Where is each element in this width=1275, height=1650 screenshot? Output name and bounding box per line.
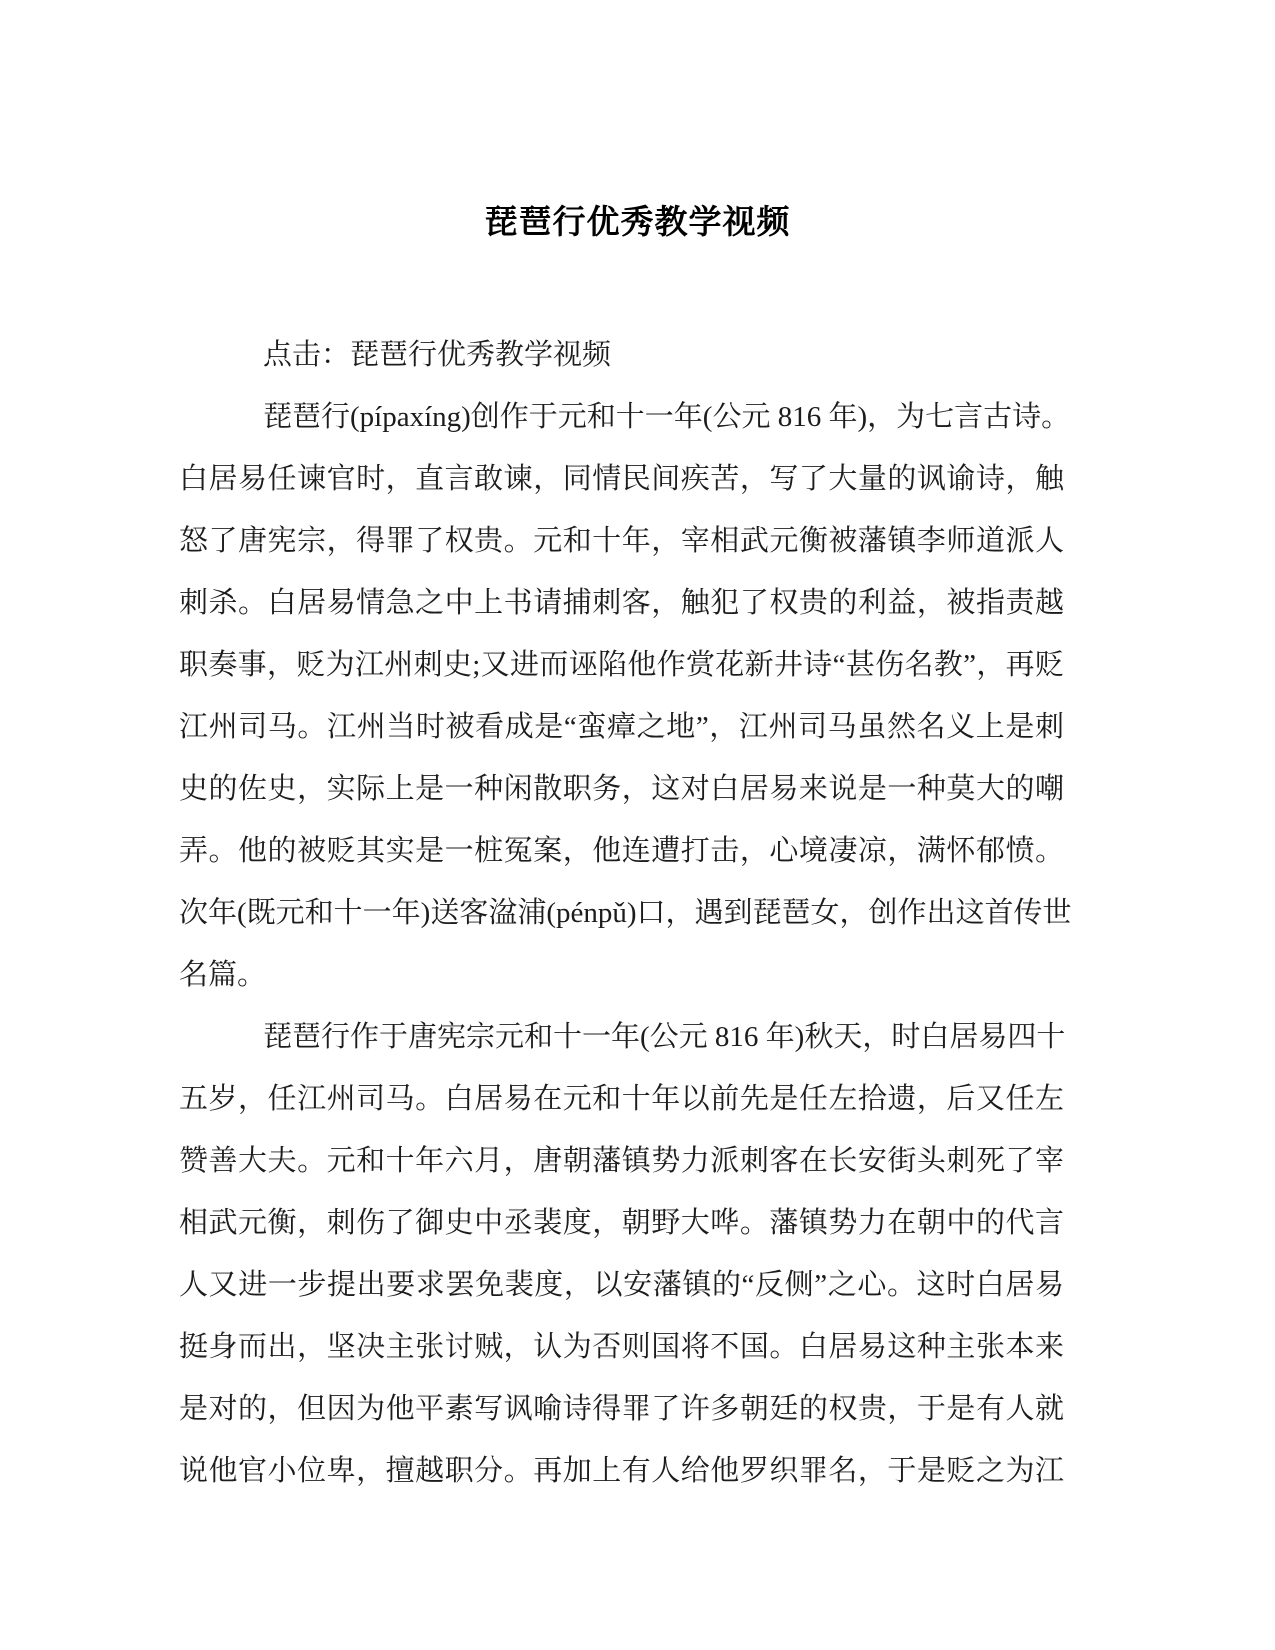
text-line: 点击：琵琶行优秀教学视频: [263, 339, 612, 371]
text-line: 人又进一步提出要求罢免裴度，以安藩镇的“反侧”之心。这时白居易: [179, 1269, 1064, 1301]
text-line: 赞善大夫。元和十年六月，唐朝藩镇势力派刺客在长安街头刺死了宰: [179, 1145, 1064, 1177]
text-line: 挺身而出，坚决主张讨贼，认为否则国将不国。白居易这种主张本来: [179, 1331, 1064, 1363]
text-line: 史的佐史，实际上是一种闲散职务，这对白居易来说是一种莫大的嘲: [179, 773, 1064, 805]
text-line: 琵琶行作于唐宪宗元和十一年(公元 816 年)秋天，时白居易四十: [263, 1021, 1066, 1053]
text-line: 名篇。: [179, 959, 267, 991]
document-body: [179, 324, 1072, 1502]
text-line: 是对的，但因为他平素写讽喻诗得罪了许多朝廷的权贵，于是有人就: [179, 1393, 1064, 1425]
text-line: 白居易任谏官时，直言敢谏，同情民间疾苦，写了大量的讽谕诗，触: [179, 463, 1064, 495]
text-line: 说他官小位卑，擅越职分。再加上有人给他罗织罪名，于是贬之为江: [179, 1455, 1064, 1487]
text-line: 琵琶行(pípaxíng)创作于元和十一年(公元 816 年)，为七言古诗。: [263, 401, 1071, 433]
text-line: 相武元衡，刺伤了御史中丞裴度，朝野大哗。藩镇势力在朝中的代言: [179, 1207, 1064, 1239]
text-line: 职奏事，贬为江州刺史;又进而诬陷他作赏花新井诗“甚伤名教”，再贬: [179, 649, 1064, 681]
text-line: 江州司马。江州当时被看成是“蛮瘴之地”，江州司马虽然名义上是刺: [179, 711, 1064, 743]
text-line: 刺杀。白居易情急之中上书请捕刺客，触犯了权贵的利益，被指责越: [179, 587, 1064, 619]
document-title: 琵琶行优秀教学视频: [484, 203, 791, 240]
text-line: 弄。他的被贬其实是一桩冤案，他连遭打击，心境凄凉，满怀郁愤。: [179, 835, 1064, 867]
text-line: 次年(既元和十一年)送客湓浦(pénpǔ)口，遇到琵琶女，创作出这首传世: [179, 897, 1072, 929]
text-line: 五岁，任江州司马。白居易在元和十年以前先是任左拾遗，后又任左: [179, 1083, 1064, 1115]
text-line: 怒了唐宪宗，得罪了权贵。元和十年，宰相武元衡被藩镇李师道派人: [179, 525, 1064, 557]
